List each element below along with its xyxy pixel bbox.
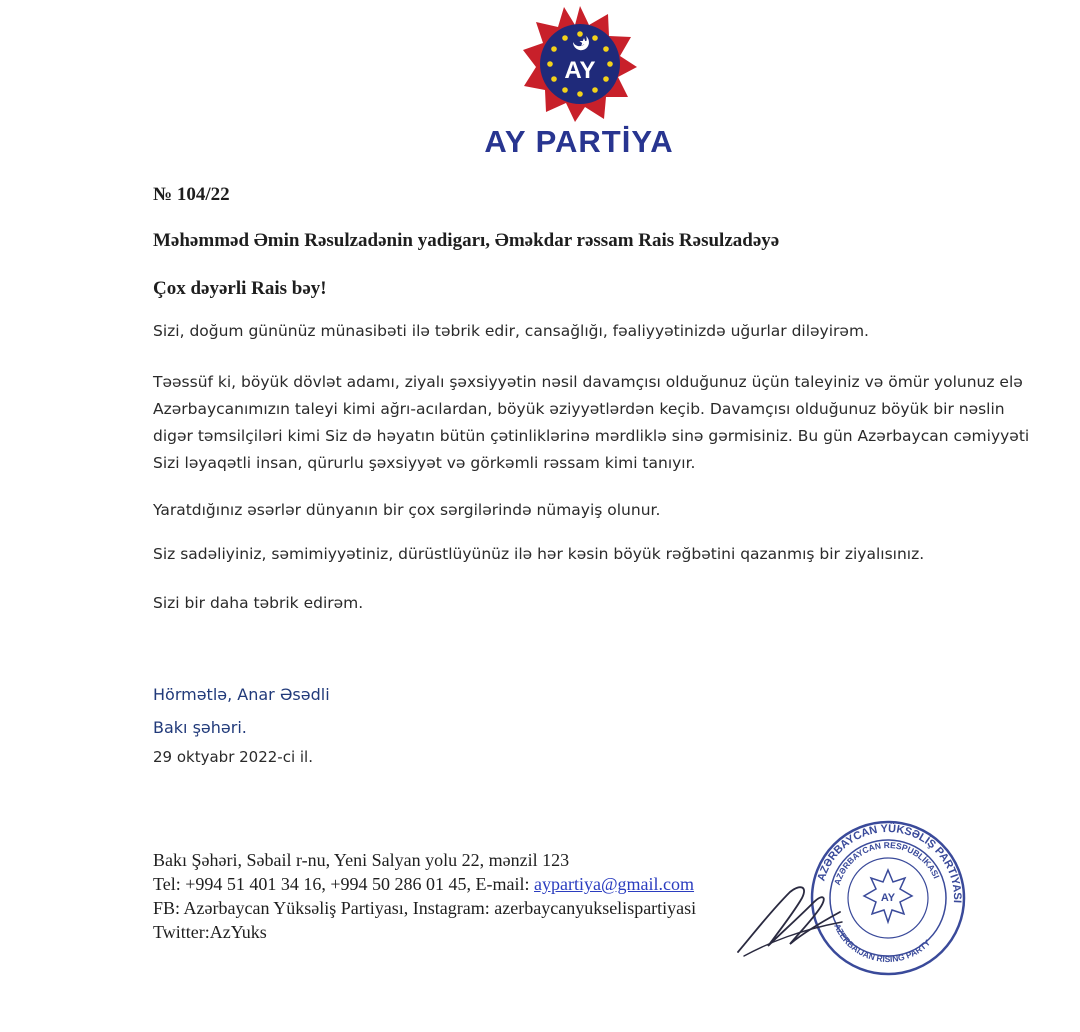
addressee-line: Məhəmməd Əmin Rəsulzadənin yadigarı, Əməkdar rəssam Rais Rəsulzadəyə bbox=[153, 230, 780, 251]
party-logo bbox=[521, 4, 639, 122]
footer-address: Bakı Şəhəri, Səbail r-nu, Yeni Salyan yolu 22, mənzil 123 bbox=[153, 850, 570, 870]
paragraph-biography: Təəssüf ki, böyük dövlət adamı, ziyalı şəxsiyyətin nəsil davamçısı olduğunuz üçün taleyiniz və ömür yolunuz elə Azərbaycanımızın taleyi kimi ağrı-acılardan, böyük əziyyətlərdən keçib. Davamçısı olduğunuz böyük bir nəslin digər təmsilçiləri kimi Siz də həyatın bütün çətinliklərinə mərdliklə sinə gərmisiniz. Bu gün Azərbaycan cəmiyyəti Sizi ləyaqətli insan, qürurlu şəxsiyyət və görkəmli rəssam kimi tanıyır. bbox=[153, 373, 1030, 472]
letter-date: 29 oktyabr 2022-ci il. bbox=[153, 748, 313, 766]
document-number: № 104/22 bbox=[153, 184, 230, 205]
salutation: Çox dəyərli Rais bəy! bbox=[153, 278, 327, 299]
footer-twitter: Twitter:AzYuks bbox=[153, 922, 267, 942]
stamp-bottom-text: AZERBAIJAN RISING PARTY bbox=[832, 922, 933, 965]
signature-regards: Hörmətlə, Anar Əsədli bbox=[153, 685, 330, 704]
paragraph-closing: Sizi bir daha təbrik edirəm. bbox=[153, 594, 364, 612]
footer-contacts bbox=[153, 874, 694, 895]
stamp-monogram: AY bbox=[880, 892, 896, 904]
footer-phones: Tel: +994 51 401 34 16, +994 50 286 01 45, E-mail: bbox=[153, 874, 535, 894]
signature-city: Bakı şəhəri. bbox=[153, 718, 247, 737]
paragraph-character: Siz sadəliyiniz, səmimiyyətiniz, dürüstlüyünüz ilə hər kəsin böyük rəğbətini qazanmış bir ziyalısınız. bbox=[153, 545, 925, 563]
email-link[interactable]: aypartiya@gmail.com bbox=[534, 874, 695, 894]
logo-monogram: AY bbox=[564, 57, 596, 84]
stamp-inner-text: AZƏRBAYCAN RESPUBLİKASI bbox=[831, 839, 942, 887]
footer-social: FB: Azərbaycan Yüksəliş Partiyası, Instagram: azerbaycanyukselispartiyasi bbox=[153, 898, 697, 918]
paragraph-greeting: Sizi, doğum gününüz münasibəti ilə təbrik edir, cansağlığı, fəaliyyətinizdə uğurlar diləyirəm. bbox=[153, 322, 869, 340]
party-name: AY PARTİYA bbox=[484, 124, 674, 159]
handwritten-signature bbox=[730, 872, 850, 962]
paragraph-exhibitions: Yaratdığınız əsərlər dünyanın bir çox sərgilərində nümayiş olunur. bbox=[153, 501, 661, 519]
stamp-outer-text: AZƏRBAYCAN YÜKSƏLİŞ PARTİYASI bbox=[815, 822, 964, 904]
